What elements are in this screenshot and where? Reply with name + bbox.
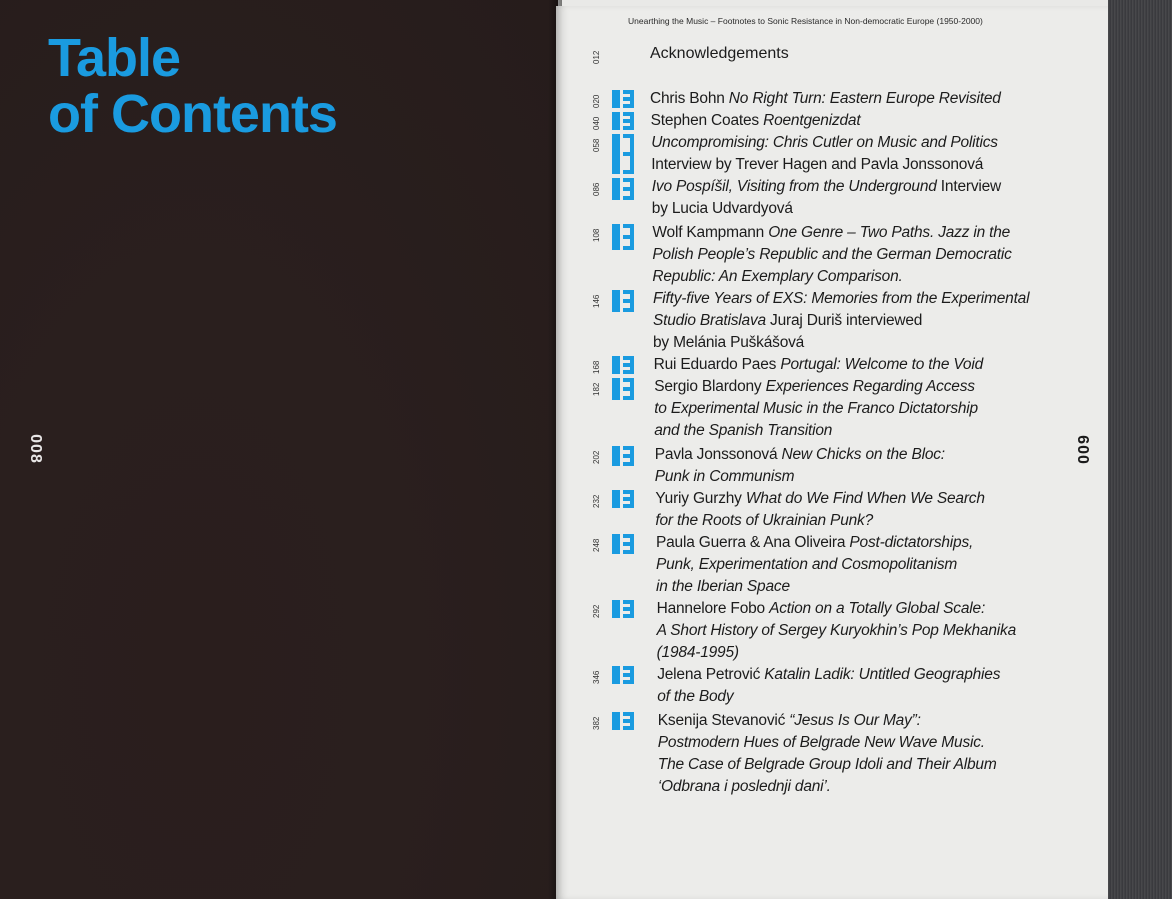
entry-title: Punk in Communism (654, 468, 795, 485)
entry-author: Sergio Blardony (654, 378, 766, 395)
chapter-number-glyph-icon (612, 290, 634, 312)
ack-page-number: 012 (592, 50, 601, 64)
entry-page-number: 108 (592, 228, 601, 242)
entry-page-number: 382 (592, 716, 601, 730)
entry-title: Uncompromising: Chris Cutler on Music and Politics (651, 134, 998, 151)
entry-credit: Juraj Duriš interviewed (765, 312, 923, 329)
toc-entry-line (657, 686, 733, 708)
entry-title: Experiences Regarding Access (765, 378, 975, 395)
entry-title: of the Body (657, 688, 734, 705)
toc-entry-line (654, 376, 975, 398)
toc-entry-line (656, 554, 957, 576)
entry-title: ‘Odbrana i poslednji dani’. (657, 778, 831, 795)
entry-title: Roentgenizdat (763, 112, 861, 129)
entry-author: Yuriy Gurzhy (655, 490, 746, 507)
chapter-number-glyph-icon (612, 600, 634, 618)
chapter-number-glyph-icon (612, 666, 634, 684)
entry-credit: Interview (936, 178, 1002, 195)
entry-title: (1984-1995) (656, 644, 739, 661)
entry-author: Interview by Trever Hagen and Pavla Jonssonová (651, 156, 984, 173)
toc-entry-line (658, 754, 997, 776)
entry-title: One Genre – Two Paths. Jazz in the (768, 224, 1011, 241)
entry-page-number: 232 (592, 494, 601, 508)
entry-title: Katalin Ladik: Untitled Geographies (764, 666, 1001, 683)
entry-title: No Right Turn: Eastern Europe Revisited (728, 90, 1001, 107)
chapter-number-glyph-icon (612, 446, 634, 466)
toc-entry-line (654, 354, 983, 376)
entry-title: Polish People’s Republic and the German Democratic (652, 246, 1012, 263)
title-line-2: of Contents (48, 84, 337, 144)
entry-title: in the Iberian Space (656, 578, 790, 595)
entry-title: Action on a Totally Global Scale: (769, 600, 986, 617)
toc-entry-line (657, 642, 739, 664)
entry-title: A Short History of Sergey Kuryokhin’s Pop Mekhanika (656, 622, 1016, 639)
entry-page-number: 346 (592, 670, 601, 684)
chapter-number-glyph-icon (612, 112, 634, 130)
entry-page-number: 168 (592, 360, 601, 374)
toc-entry-line (652, 244, 1011, 266)
toc-entry-line (658, 776, 831, 798)
chapter-number-glyph-icon (612, 224, 634, 250)
toc-entry-line (654, 398, 978, 420)
toc-entry-line (651, 132, 998, 154)
entry-title: What do We Find When We Search (745, 490, 985, 507)
toc-entry-line (652, 198, 793, 220)
folio-right: 009 (1075, 434, 1093, 464)
entry-author: Stephen Coates (650, 112, 764, 129)
entry-title: The Case of Belgrade Group Idoli and Their Album (657, 756, 997, 773)
title-line-1: Table (48, 28, 181, 88)
entry-author: Ksenija Stevanović (657, 712, 790, 729)
entry-page-number: 040 (592, 116, 601, 130)
chapter-number-glyph-icon (612, 534, 634, 554)
entry-title: and the Spanish Transition (654, 422, 833, 439)
chapter-number-glyph-icon (612, 712, 634, 730)
running-head: Unearthing the Music – Footnotes to Sonic Resistance in Non-democratic Europe (1950-2000) (628, 16, 983, 26)
entry-title: Post-dictatorships, (849, 534, 974, 551)
entry-author: Chris Bohn (650, 90, 729, 107)
entry-page-number: 202 (592, 450, 601, 464)
entry-author: Hannelore Fobo (656, 600, 770, 617)
chapter-number-glyph-icon (612, 490, 634, 508)
entry-title: to Experimental Music in the Franco Dictatorship (654, 400, 978, 417)
entry-page-number: 292 (592, 604, 601, 618)
entry-author: Rui Eduardo Paes (653, 356, 781, 373)
chapter-number-glyph-icon (612, 90, 634, 108)
folio-left: 008 (26, 434, 44, 464)
toc-entry-line (657, 664, 1000, 686)
entry-author: Wolf Kampmann (652, 224, 769, 241)
toc-entry-line (658, 710, 921, 732)
toc-entry-line (656, 576, 790, 598)
toc-entry-line (650, 88, 1001, 110)
entry-page-number: 248 (592, 538, 601, 552)
entry-title: Republic: An Exemplary Comparison. (652, 268, 903, 285)
page-edges (1108, 0, 1172, 899)
left-page (0, 0, 558, 899)
acknowledgements-entry: Acknowledgements (650, 45, 789, 62)
entry-page-number: 020 (592, 94, 601, 108)
entry-page-number: 146 (592, 294, 601, 308)
toc-entry-line (651, 110, 861, 132)
toc-entry-line (654, 420, 832, 442)
entry-page-number: 058 (592, 138, 601, 152)
entry-author: by Lucia Udvardyová (651, 200, 793, 217)
toc-entry-line (657, 620, 1016, 642)
entry-title: Ivo Pospíšil, Visiting from the Underground (651, 178, 937, 195)
toc-entry-line (656, 532, 973, 554)
toc-entry-line (653, 332, 804, 354)
toc-entry-line (651, 154, 983, 176)
entry-title: for the Roots of Ukrainian Punk? (655, 512, 873, 529)
entry-author: Paula Guerra & Ana Oliveira (656, 534, 850, 551)
toc-entry-line (652, 266, 902, 288)
entry-page-number: 182 (592, 382, 601, 396)
entry-author: Pavla Jonssonová (654, 446, 782, 463)
toc-entry-line (657, 598, 985, 620)
toc-entry-line (655, 444, 945, 466)
chapter-number-glyph-icon (612, 356, 634, 374)
toc-entry-line (655, 466, 795, 488)
entry-author: Jelena Petrović (657, 666, 765, 683)
entry-title: Portugal: Welcome to the Void (780, 356, 984, 373)
entry-title: New Chicks on the Bloc: (781, 446, 945, 463)
toc-entry-line (652, 222, 1010, 244)
toc-entry-line (653, 310, 922, 332)
toc-entry-line (653, 288, 1029, 310)
toc-entry-line (655, 488, 984, 510)
entry-title: Punk, Experimentation and Cosmopolitanism (656, 556, 958, 573)
entry-author: by Melánia Puškášová (653, 334, 805, 351)
toc-entry-line (658, 732, 985, 754)
toc-entry-line (652, 176, 1001, 198)
chapter-number-glyph-icon (612, 178, 634, 200)
chapter-number-glyph-icon (612, 378, 634, 400)
toc-entry-line (655, 510, 873, 532)
chapter-number-glyph-icon (612, 134, 634, 174)
entry-title: Postmodern Hues of Belgrade New Wave Music. (657, 734, 985, 751)
entry-page-number: 086 (592, 182, 601, 196)
entry-title: “Jesus Is Our May”: (789, 712, 921, 729)
entry-title: Fifty-five Years of EXS: Memories from the Experimental (653, 290, 1030, 307)
page-title (48, 30, 337, 142)
entry-title: Studio Bratislava (653, 312, 766, 329)
